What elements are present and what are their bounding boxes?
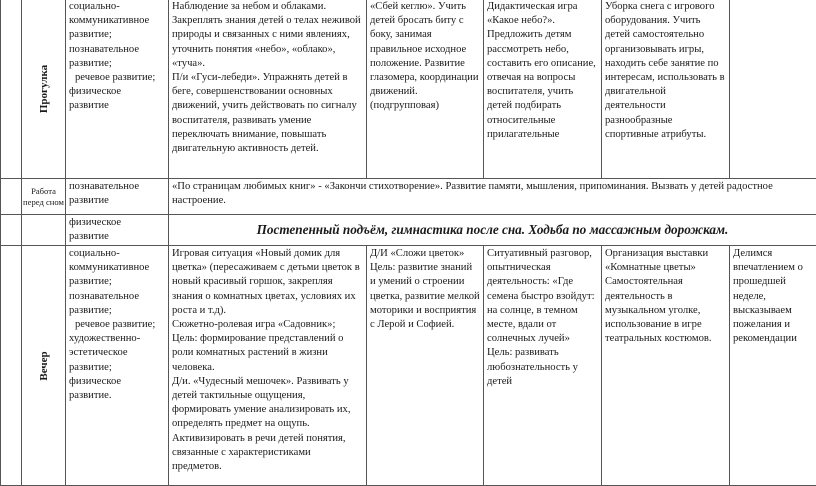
row-index-cell bbox=[1, 179, 22, 215]
area-line: коммуникативное bbox=[69, 261, 165, 275]
parents-walk bbox=[730, 0, 816, 179]
area-line: коммуникативное bbox=[69, 14, 165, 28]
areas-cell-before-sleep bbox=[66, 179, 169, 215]
period-cell-evening bbox=[22, 246, 66, 486]
area-line: развитие; bbox=[69, 28, 165, 42]
area-line: социально- bbox=[69, 247, 165, 261]
environment-walk: Уборка снега с игрового оборудования. Учить детей самостоятельно организовывать игры, находить себе занятие по интересам, использовать в двигательной деятельности разнообразные спортивные атрибуты. bbox=[602, 0, 730, 179]
group-activity-walk: Наблюдение за небом и облаками. Закреплять знания детей о телах неживой природы и связанных с ними явлениях, уточнить понятия «небо», «облако», «туча». П/и «Гуси-лебеди». Упражнять детей в беге, совершенствовании основных движений, учить действовать по сигналу воспитателя, развивать умение переключать внимание, повышать двигательную активность детей. bbox=[169, 0, 367, 179]
area-line: познавательное bbox=[69, 290, 165, 304]
row-walk bbox=[1, 0, 816, 179]
parents-evening: Делимся впечатлением о прошедшей неделе, высказываем пожелания и рекомендации bbox=[730, 246, 816, 486]
area-line: развитие; bbox=[69, 275, 165, 289]
row-index-cell bbox=[1, 0, 22, 179]
period-cell-before-sleep: Работа перед сном bbox=[22, 179, 66, 215]
area-line: развитие; bbox=[69, 304, 165, 318]
row-evening bbox=[1, 246, 816, 486]
individual-work-walk: «Сбей кеглю». Учить детей бросать биту с боку, занимая правильное исходное положение. Развитие глазомера, координации движений. (подгрупповая) bbox=[367, 0, 484, 179]
area-line: познавательное bbox=[69, 180, 165, 194]
area-line: развитие. bbox=[69, 389, 165, 403]
area-line: физическое bbox=[69, 85, 165, 99]
individual-work-evening: Д/И «Сложи цветок» Цель: развитие знаний и умений о строении цветка, развитие мелкой моторики и восприятия с Лерой и Софией. bbox=[367, 246, 484, 486]
before-sleep-content: «По страницам любимых книг» - «Закончи стихотворение». Развитие памяти, мышления, припоминания. Вызвать у детей радостное настроение. bbox=[169, 179, 816, 215]
area-line: развитие bbox=[69, 230, 165, 244]
period-cell-walk bbox=[22, 0, 66, 179]
areas-cell-evening bbox=[66, 246, 169, 486]
period-label: Прогулка bbox=[36, 64, 50, 112]
row-index-cell bbox=[1, 215, 22, 246]
area-line: физическое bbox=[69, 375, 165, 389]
area-line: развитие; bbox=[69, 361, 165, 375]
areas-cell-gymnastics bbox=[66, 215, 169, 246]
regime-moments-evening: Ситуативный разговор, опытническая деятельность: «Где семена быстро взойдут: на солнце, в темном месте, вдали от солнечных лучей» Цель: развивать любознательность у детей bbox=[484, 246, 602, 486]
area-line: развитие bbox=[69, 194, 165, 208]
area-line: речевое развитие; bbox=[69, 71, 165, 85]
regime-moments-walk: Дидактическая игра «Какое небо?». Предложить детям рассмотреть небо, составить его описание, отвечая на вопросы воспитателя, учить детей подбирать относительные прилагательные bbox=[484, 0, 602, 179]
areas-cell-walk bbox=[66, 0, 169, 179]
area-line: художественно- bbox=[69, 332, 165, 346]
area-line: познавательное bbox=[69, 43, 165, 57]
area-line: развитие; bbox=[69, 57, 165, 71]
area-line: эстетическое bbox=[69, 346, 165, 360]
row-index-cell bbox=[1, 246, 22, 486]
row-before-sleep bbox=[1, 179, 816, 215]
period-cell-gymnastics bbox=[22, 215, 66, 246]
gymnastics-content: Постепенный подъём, гимнастика после сна. Ходьба по массажным дорожкам. bbox=[169, 215, 816, 246]
area-line: физическое bbox=[69, 216, 165, 230]
group-activity-evening: Игровая ситуация «Новый домик для цветка» (пересаживаем с детьми цветок в новый красивый горшок, закрепляя знания о комнатных цветах, условиях их роста и т.д). Сюжетно-ролевая игра «Садовник»; Цель: формирование представлений о роли комнатных растений в жизни человека. Д/и. «Чудесный мешочек». Развивать у детей тактильные ощущения, формировать умение анализировать их, определять предмет на ощупь. Активизировать в речи детей понятия, связанные с характеристиками предметов. bbox=[169, 246, 367, 486]
period-label: Вечер bbox=[36, 351, 50, 380]
area-line: речевое развитие; bbox=[69, 318, 165, 332]
area-line: социально- bbox=[69, 0, 165, 14]
row-gymnastics bbox=[1, 215, 816, 246]
area-line: развитие bbox=[69, 99, 165, 113]
environment-evening: Организация выставки «Комнатные цветы» Самостоятельная деятельность в музыкальном уголке, использование в игре театральных костюмов. bbox=[602, 246, 730, 486]
